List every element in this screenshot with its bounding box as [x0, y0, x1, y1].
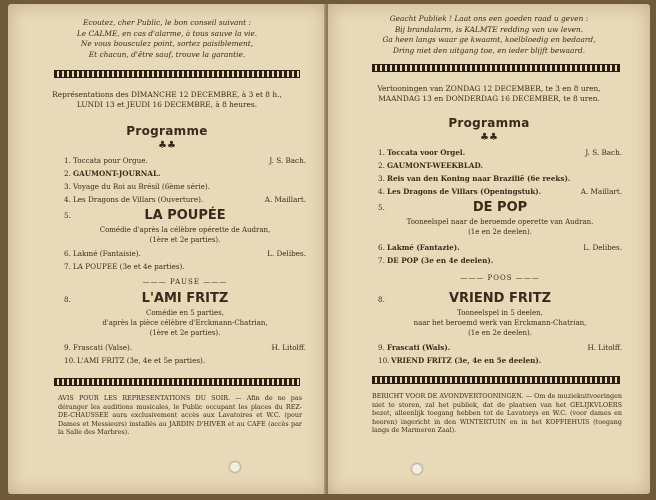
item-composer: H. Litolff. — [271, 343, 306, 352]
item-number: 1. — [64, 156, 71, 165]
nl-perf-line: MAANDAG 13 en DONDERDAG 16 DECEMBER, te 8 uren. — [378, 94, 600, 103]
nl-top-rule — [372, 64, 620, 72]
item-number: 5. — [378, 203, 385, 212]
fr-perf-line: Représentations des DIMANCHE 12 DECEMBRE, à 3 et 8 h., — [52, 90, 282, 99]
fr-perf-line: LUNDI 13 et JEUDI 16 DECEMBRE, à 8 heures. — [76, 100, 258, 109]
fr-evening-notice: AVIS POUR LES REPRESENTATIONS DU SOIR. — Afin de ne pas déranger les auditions musicales, le Public occupant les places du REZ-DE-CHAUSSEE aura exclusivement accès aux Lavatoires et W.C. (pour Dames et Messieurs) installés au JARDIN D'HIVER et au CAFE (accès par la Salle des Marbres). — [58, 394, 302, 437]
item-text: VRIEND FRITZ (3e, 4e en 5e deelen). — [391, 356, 542, 365]
fr-programme-title: Programme — [126, 124, 208, 138]
punch-hole-left — [230, 462, 240, 472]
fr-play1-sub: (1ère et 2e parties). — [149, 236, 221, 244]
item-text: Les Dragons de Villars (Openingstuk). — [387, 187, 542, 196]
fr-pause: ——— PAUSE ——— — [142, 278, 228, 286]
item-number: 10. — [378, 356, 390, 365]
fr-intro-line: Et chacun, d'être sauf, trouve la garantie. — [88, 49, 246, 59]
fr-bottom-rule — [54, 378, 300, 386]
program-booklet — [8, 4, 650, 494]
item-text: DE POP (3e en 4e deelen). — [387, 256, 494, 265]
fr-play2-sub: d'après la pièce célèbre d'Erckmann-Chatrian, — [102, 319, 268, 327]
nl-intro-line: Geacht Publiek ! Laat ons een goeden raad u geven : — [389, 14, 589, 23]
item-composer: J. S. Bach. — [585, 148, 622, 157]
item-number: 6. — [378, 243, 385, 252]
nl-play2-sub: naar het beroemd werk van Erckmann-Chatrian, — [413, 319, 587, 327]
item-text: Les Dragons de Villars (Ouverture). — [73, 195, 204, 204]
nl-intro-line: Bij brandalarm, is KALMTE redding van uw leven. — [394, 24, 584, 34]
item-number: 4. — [64, 195, 71, 204]
item-text: Toccata voor Orgel. — [387, 148, 466, 157]
item-number: 7. — [64, 262, 71, 271]
item-text: Toccata pour Orgue. — [73, 156, 148, 165]
nl-pause-label: POOS — [487, 274, 513, 282]
nl-programme-title: Programma — [448, 116, 530, 130]
item-text: LA POUPEE (3e et 4e parties). — [73, 262, 185, 271]
nl-intro-line: Dring niet den uitgang toe, en ieder blijft bewaard. — [392, 45, 586, 55]
nl-play2-sub: Tooneelspel in 5 deelen, — [457, 309, 543, 317]
item-composer: J. S. Bach. — [269, 156, 306, 165]
fr-intro-line: Ecoutez, cher Public, le bon conseil suivant : — [83, 18, 251, 27]
dutch-page — [328, 4, 650, 494]
item-text: L'AMI FRITZ (3e, 4e et 5e parties). — [77, 356, 206, 365]
fr-play1-sub: Comédie d'après la célèbre opérette de Audran, — [99, 226, 271, 234]
item-number: 2. — [64, 169, 71, 178]
fr-play2-title: L'AMI FRITZ — [141, 291, 229, 306]
item-text: Frascati (Wals). — [387, 343, 451, 352]
nl-bottom-rule — [372, 376, 620, 384]
item-number: 9. — [64, 343, 71, 352]
nl-play1-title: DE POP — [472, 200, 528, 215]
nl-programme-list — [378, 148, 622, 378]
nl-perf-line: Vertooningen van ZONDAG 12 DECEMBER, te 3 en 8 uren, — [377, 84, 601, 93]
item-number: 2. — [378, 161, 385, 170]
item-text: Lakmé (Fantazie). — [387, 243, 460, 252]
item-number: 8. — [64, 295, 71, 304]
fr-pause-label: PAUSE — [170, 278, 200, 286]
nl-ornament-icon: ♣♣ — [480, 132, 498, 143]
item-number: 8. — [378, 295, 385, 304]
nl-play1-sub: Tooneelspel naar de beroemde operette van Audran. — [406, 218, 594, 226]
fr-play1-title: LA POUPÉE — [144, 208, 226, 223]
punch-hole-right — [412, 464, 422, 474]
fr-top-rule — [54, 70, 300, 78]
fr-play2-sub: (1ère et 2e parties). — [149, 329, 221, 337]
fr-intro-line: Ne vous bousculez point, sortez paisiblement, — [80, 39, 254, 49]
nl-evening-notice: BERICHT VOOR DE AVONDVERTOONINGEN. — Om de muziekuitvoeringen niet te storen, zal het publiek, dat de plaatsen van het GELIJKVLOERS bezet, alleenlijk toegang hebben tot de Lavatorys en W.C. (voor dames en heeren) ingericht in den WINTERTUIN en in het KOFFIEHUIS (toegang langs de Marmeren Zaal). — [372, 392, 622, 435]
item-composer: L. Delibes. — [267, 249, 306, 258]
fr-ornament-icon: ♣♣ — [158, 140, 176, 151]
item-text: Reis van den Koning naar Brazilië (6e reeks). — [387, 174, 571, 183]
nl-intro-line: Ga heen langs waar ge kwaamt, koelbloedig en bedaard, — [382, 35, 596, 45]
nl-play2-sub: (1e en 2e deelen). — [468, 329, 532, 337]
nl-pause: ——— POOS ——— — [460, 274, 540, 282]
nl-play1-sub: (1e en 2e deelen). — [468, 228, 532, 236]
item-text: GAUMONT-JOURNAL. — [73, 169, 161, 178]
nl-intro — [348, 14, 630, 56]
item-composer: A. Maillart. — [264, 195, 306, 204]
item-composer: H. Litolff. — [587, 343, 622, 352]
item-text: GAUMONT-WEEKBLAD. — [387, 161, 483, 170]
fr-programme-list — [64, 156, 306, 386]
item-number: 10. — [64, 356, 76, 365]
nl-performances — [342, 84, 636, 104]
item-composer: L. Delibes. — [583, 243, 622, 252]
item-number: 1. — [378, 148, 385, 157]
fr-play2-sub: Comédie en 5 parties, — [145, 309, 224, 317]
item-text: Voyage du Roi au Brésil (6ème série). — [73, 182, 210, 191]
item-number: 9. — [378, 343, 385, 352]
item-text: Frascati (Valse). — [73, 343, 133, 352]
fr-intro — [28, 18, 306, 60]
fr-performances — [22, 90, 312, 110]
nl-play2-title: VRIEND FRITZ — [448, 291, 551, 306]
fr-intro-line: Le CALME, en cas d'alarme, à tous sauve la vie. — [76, 28, 258, 38]
item-text: Lakmé (Fantaisie). — [73, 249, 141, 258]
french-page — [8, 4, 326, 494]
item-number: 3. — [378, 174, 385, 183]
item-number: 3. — [64, 182, 71, 191]
item-number: 6. — [64, 249, 71, 258]
item-composer: A. Maillart. — [580, 187, 622, 196]
item-number: 7. — [378, 256, 385, 265]
item-number: 5. — [64, 211, 71, 220]
item-number: 4. — [378, 187, 385, 196]
